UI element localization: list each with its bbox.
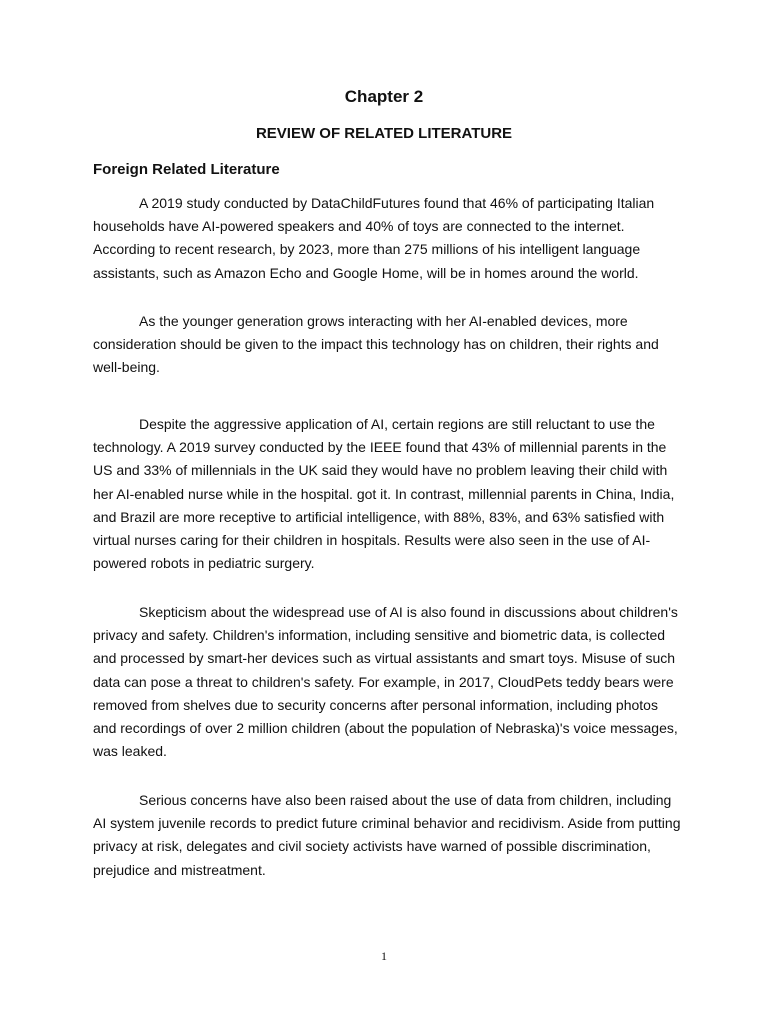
subsection-title: Foreign Related Literature bbox=[93, 161, 280, 178]
paragraph: Serious concerns have also been raised about the use of data from children, including AI system juvenile records to predict future criminal behavior and recidivism. Aside from putting privacy at risk, delegates and civil society activists have warned of possible discrimination, prejudice and mistreatment. bbox=[93, 792, 681, 878]
paragraph: As the younger generation grows interacting with her AI-enabled devices, more consideration should be given to the impact this technology has on children, their rights and well-being. bbox=[93, 313, 659, 376]
section-title: REVIEW OF RELATED LITERATURE bbox=[255, 125, 513, 142]
chapter-title: Chapter 2 bbox=[344, 87, 424, 106]
page-number: 1 bbox=[381, 949, 387, 963]
paragraph: A 2019 study conducted by DataChildFutures found that 46% of participating Italian households have AI-powered speakers and 40% of toys are connected to the internet. According to recent research, by 2023, more than 275 millions of his intelligent language assistants, such as Amazon Echo and Google Home, will be in homes around the world. bbox=[93, 195, 655, 281]
paragraph: Skepticism about the widespread use of AI is also found in discussions about children's privacy and safety. Children's information, including sensitive and biometric data, is collected and processed by smart-her devices such as virtual assistants and smart toys. Misuse of such data can pose a threat to children's safety. For example, in 2017, CloudPets teddy bears were removed from shelves due to security concerns after personal information, including photos and recordings of over 2 million children (about the population of Nebraska)'s voice messages, was leaked. bbox=[93, 604, 678, 760]
paragraph: Despite the aggressive application of AI, certain regions are still reluctant to use the technology. A 2019 survey conducted by the IEEE found that 43% of millennial parents in the US and 33% of millennials in the UK said they would have no problem leaving their child with her AI-enabled nurse while in the hospital. got it. In contrast, millennial parents in China, India, and Brazil are more receptive to artificial intelligence, with 88%, 83%, and 63% satisfied with virtual nurses caring for their children in hospitals. Results were also seen in the use of AI-powered robots in pediatric surgery. bbox=[93, 416, 675, 572]
